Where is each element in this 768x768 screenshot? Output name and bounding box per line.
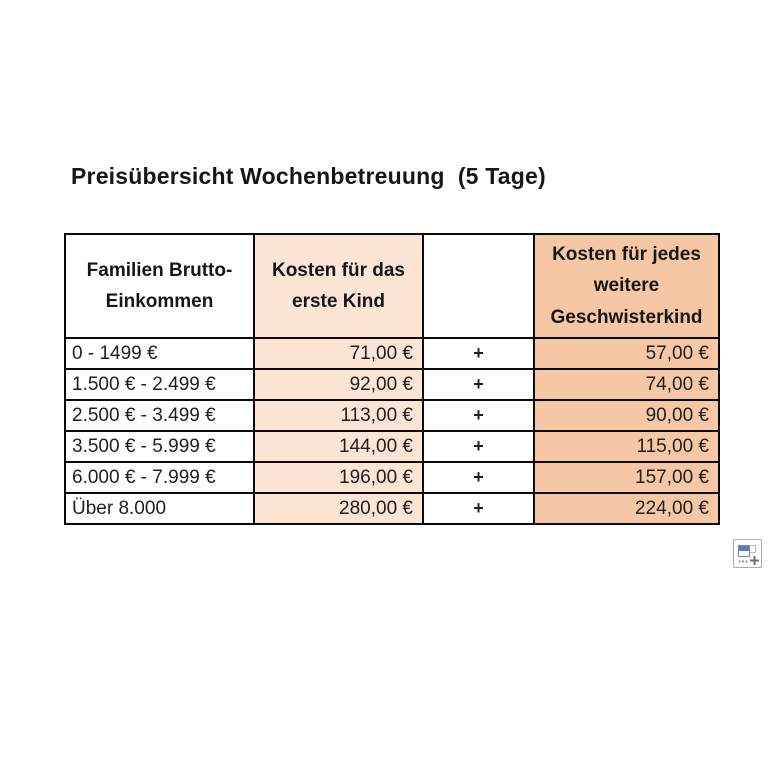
first-child-cost: 280,00 € bbox=[254, 493, 423, 524]
header-sibling: Kosten für jedes weitere Geschwisterkind bbox=[534, 234, 719, 338]
plus-sign: + bbox=[423, 493, 534, 524]
income-range: Über 8.000 bbox=[65, 493, 254, 524]
table-insert-widget-button[interactable] bbox=[733, 539, 762, 568]
table-row bbox=[65, 462, 719, 493]
table-row bbox=[65, 431, 719, 462]
income-range: 2.500 € - 3.499 € bbox=[65, 400, 254, 431]
first-child-cost: 113,00 € bbox=[254, 400, 423, 431]
plus-sign: + bbox=[423, 369, 534, 400]
sibling-cost: 157,00 € bbox=[534, 462, 719, 493]
first-child-cost: 144,00 € bbox=[254, 431, 423, 462]
table-row bbox=[65, 369, 719, 400]
header-income: Familien Brutto-Einkommen bbox=[65, 234, 254, 338]
table-header-row bbox=[65, 234, 719, 338]
sibling-cost: 224,00 € bbox=[534, 493, 719, 524]
first-child-cost: 196,00 € bbox=[254, 462, 423, 493]
table-insert-icon bbox=[734, 540, 761, 567]
sibling-cost: 115,00 € bbox=[534, 431, 719, 462]
sibling-cost: 57,00 € bbox=[534, 338, 719, 369]
sibling-cost: 74,00 € bbox=[534, 369, 719, 400]
income-range: 1.500 € - 2.499 € bbox=[65, 369, 254, 400]
income-range: 0 - 1499 € bbox=[65, 338, 254, 369]
price-table bbox=[64, 233, 720, 525]
plus-sign: + bbox=[423, 400, 534, 431]
first-child-cost: 92,00 € bbox=[254, 369, 423, 400]
income-range: 6.000 € - 7.999 € bbox=[65, 462, 254, 493]
table-row bbox=[65, 493, 719, 524]
table-row bbox=[65, 338, 719, 369]
plus-sign: + bbox=[423, 431, 534, 462]
plus-sign: + bbox=[423, 462, 534, 493]
page-title: Preisübersicht Wochenbetreuung (5 Tage) bbox=[71, 163, 546, 189]
sibling-cost: 90,00 € bbox=[534, 400, 719, 431]
header-first-child: Kosten für das erste Kind bbox=[254, 234, 423, 338]
header-plus bbox=[423, 234, 534, 338]
plus-sign: + bbox=[423, 338, 534, 369]
table-row bbox=[65, 400, 719, 431]
income-range: 3.500 € - 5.999 € bbox=[65, 431, 254, 462]
first-child-cost: 71,00 € bbox=[254, 338, 423, 369]
